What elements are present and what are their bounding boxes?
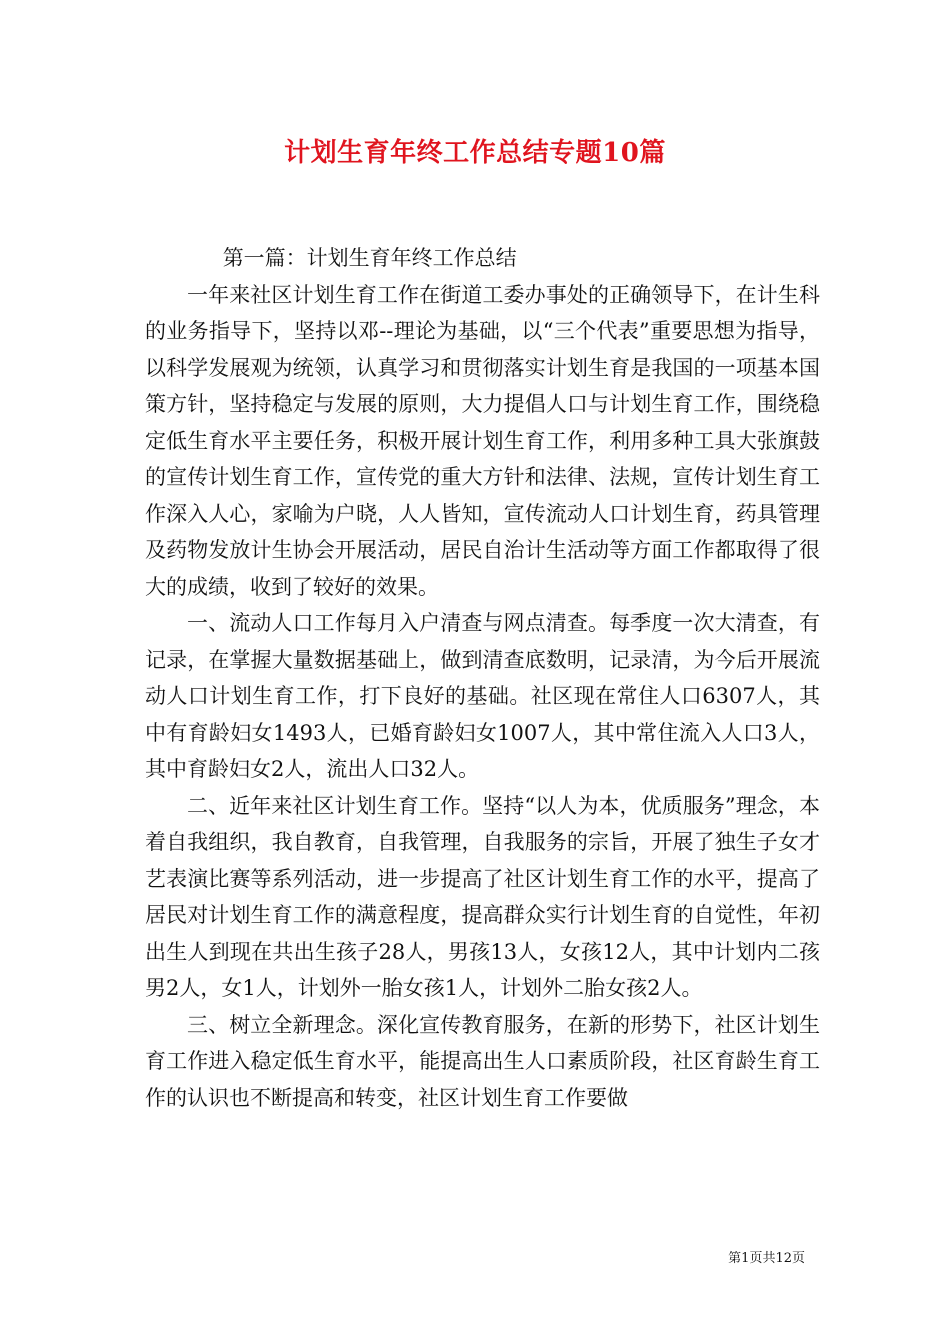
document-body	[145, 240, 820, 1116]
paragraph-recent-work: 二、近年来社区计划生育工作。坚持“以人为本，优质服务”理念，本着自我组织，我自教育，自我管理，自我服务的宗旨，开展了独生子女才艺表演比赛等系列活动，进一步提高了社区计划生育工作的水平，提高了居民对计划生育工作的满意程度，提高群众实行计划生育的自觉性，年初出生人到现在共出生孩子28人，男孩13人，女孩12人，其中计划内二孩男2人，女1人，计划外一胎女孩1人，计划外二胎女孩2人。	[145, 793, 820, 1000]
document-title: 计划生育年终工作总结专题10篇	[284, 138, 666, 168]
paragraph-intro: 一年来社区计划生育工作在街道工委办事处的正确领导下，在计生科的业务指导下，坚持以邓--理论为基础，以“三个代表”重要思想为指导，以科学发展观为统领，认真学习和贯彻落实计划生育是我国的一项基本国策方针，坚持稳定与发展的原则，大力提倡人口与计划生育工作，围绕稳定低生育水平主要任务，积极开展计划生育工作，利用多种工具大张旗鼓的宣传计划生育工作，宣传党的重大方针和法律、法规，宣传计划生育工作深入人心，家喻为户晓，人人皆知，宣传流动人口计划生育，药具管理及药物发放计生协会开展活动，居民自治计生活动等方面工作都取得了很大的成绩，收到了较好的效果。	[145, 282, 820, 599]
section-heading: 第一篇：计划生育年终工作总结	[222, 246, 517, 270]
paragraph-new-concept: 三、树立全新理念。深化宣传教育服务，在新的形势下，社区计划生育工作进入稳定低生育水平，能提高出生人口素质阶段，社区育龄生育工作的认识也不断提高和转变，社区计划生育工作要做	[145, 1012, 820, 1110]
page-number-footer: 第1页共12页	[728, 1251, 805, 1266]
paragraph-floating-population: 一、流动人口工作每月入户清查与网点清查。每季度一次大清查，有记录，在掌握大量数据基础上，做到清查底数明，记录清，为今后开展流动人口计划生育工作，打下良好的基础。社区现在常住人口6307人，其中有育龄妇女1493人，已婚育龄妇女1007人，其中常住流入人口3人，其中育龄妇女2人，流出人口32人。	[145, 611, 820, 781]
